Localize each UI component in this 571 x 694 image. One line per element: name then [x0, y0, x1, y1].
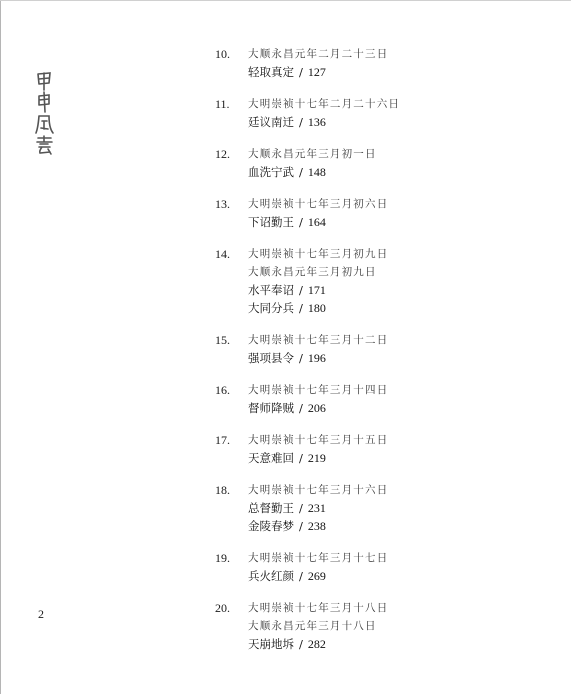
slash-separator: / [299, 501, 303, 515]
entry-date: 大明崇祯十七年三月初六日 [248, 198, 389, 210]
toc-entry [215, 95, 555, 131]
page-number: 2 [38, 607, 44, 621]
chapter-link[interactable] [248, 399, 555, 417]
toc-entry [215, 145, 555, 181]
toc-entry [215, 45, 555, 81]
slash-separator: / [299, 165, 303, 179]
chapter-link[interactable] [248, 281, 555, 299]
chapter-link[interactable] [248, 499, 555, 517]
toc-entry [215, 195, 555, 231]
chapter-title: 兵火红颜 [248, 569, 294, 583]
toc-entry [215, 599, 555, 653]
chapter-page-number: 206 [307, 401, 326, 415]
entry-date: 大顺永昌元年三月初九日 [248, 266, 377, 278]
book-title-calligraphy [33, 70, 57, 156]
chapter-title: 总督勤王 [248, 501, 294, 515]
chapter-title: 下诏勤王 [248, 215, 294, 229]
chapter-page-number: 219 [307, 451, 326, 465]
entry-date: 大明崇祯十七年三月十二日 [248, 334, 389, 346]
chapter-link[interactable] [248, 163, 555, 181]
slash-separator: / [299, 351, 303, 365]
chapter-page-number: 282 [307, 637, 326, 651]
chapter-title: 水平奉诏 [248, 283, 294, 297]
slash-separator: / [299, 637, 303, 651]
chapter-page-number: 269 [307, 569, 326, 583]
entry-date: 大明崇祯十七年三月十八日 [248, 602, 389, 614]
slash-separator: / [299, 451, 303, 465]
entry-date: 大明崇祯十七年三月十七日 [248, 552, 389, 564]
chapter-page-number: 148 [307, 165, 326, 179]
chapter-page-number: 238 [307, 519, 326, 533]
toc-entry [215, 381, 555, 417]
slash-separator: / [299, 283, 303, 297]
chapter-page-number: 231 [307, 501, 326, 515]
chapter-page-number: 136 [307, 115, 326, 129]
chapter-link[interactable] [248, 349, 555, 367]
chapter-page-number: 171 [307, 283, 326, 297]
chapter-title: 督师降贼 [248, 401, 294, 415]
chapter-title: 大同分兵 [248, 301, 294, 315]
toc-entry [215, 245, 555, 317]
page-top-edge [0, 0, 571, 1]
chapter-title: 强项县令 [248, 351, 294, 365]
chapter-page-number: 196 [307, 351, 326, 365]
slash-separator: / [299, 401, 303, 415]
chapter-link[interactable] [248, 299, 555, 317]
entry-number: 14. [215, 247, 230, 261]
entry-number: 10. [215, 47, 230, 61]
chapter-link[interactable] [248, 63, 555, 81]
page-left-edge [0, 0, 1, 694]
toc-entry [215, 549, 555, 585]
entry-date: 大明崇祯十七年三月十五日 [248, 434, 389, 446]
chapter-title: 血洗宁武 [248, 165, 294, 179]
entry-number: 20. [215, 601, 230, 615]
chapter-title: 廷议南迁 [248, 115, 294, 129]
entry-number: 12. [215, 147, 230, 161]
slash-separator: / [299, 301, 303, 315]
slash-separator: / [299, 569, 303, 583]
slash-separator: / [299, 519, 303, 533]
toc-entry [215, 481, 555, 535]
chapter-page-number: 127 [307, 65, 326, 79]
entry-date: 大明崇祯十七年三月十六日 [248, 484, 389, 496]
chapter-link[interactable] [248, 567, 555, 585]
entry-number: 13. [215, 197, 230, 211]
entry-number: 19. [215, 551, 230, 565]
chapter-link[interactable] [248, 517, 555, 535]
chapter-title: 金陵春梦 [248, 519, 294, 533]
entry-date: 大明崇祯十七年二月二十六日 [248, 98, 401, 110]
chapter-page-number: 180 [307, 301, 326, 315]
toc-entry [215, 331, 555, 367]
entry-number: 18. [215, 483, 230, 497]
entry-date: 大顺永昌元年三月十八日 [248, 620, 377, 632]
entry-date: 大明崇祯十七年三月初九日 [248, 248, 389, 260]
slash-separator: / [299, 115, 303, 129]
entry-date: 大顺永昌元年二月二十三日 [248, 48, 389, 60]
chapter-link[interactable] [248, 635, 555, 653]
entry-number: 16. [215, 383, 230, 397]
chapter-link[interactable] [248, 213, 555, 231]
chapter-title: 天意难回 [248, 451, 294, 465]
slash-separator: / [299, 215, 303, 229]
chapter-title: 天崩地坼 [248, 637, 294, 651]
chapter-title: 轻取真定 [248, 65, 294, 79]
entry-date: 大顺永昌元年三月初一日 [248, 148, 377, 160]
toc-entry [215, 431, 555, 467]
entry-date: 大明崇祯十七年三月十四日 [248, 384, 389, 396]
entry-number: 15. [215, 333, 230, 347]
chapter-link[interactable] [248, 449, 555, 467]
entry-number: 17. [215, 433, 230, 447]
chapter-page-number: 164 [307, 215, 326, 229]
table-of-contents [215, 45, 555, 667]
chapter-link[interactable] [248, 113, 555, 131]
slash-separator: / [299, 65, 303, 79]
entry-number: 11. [215, 97, 230, 111]
